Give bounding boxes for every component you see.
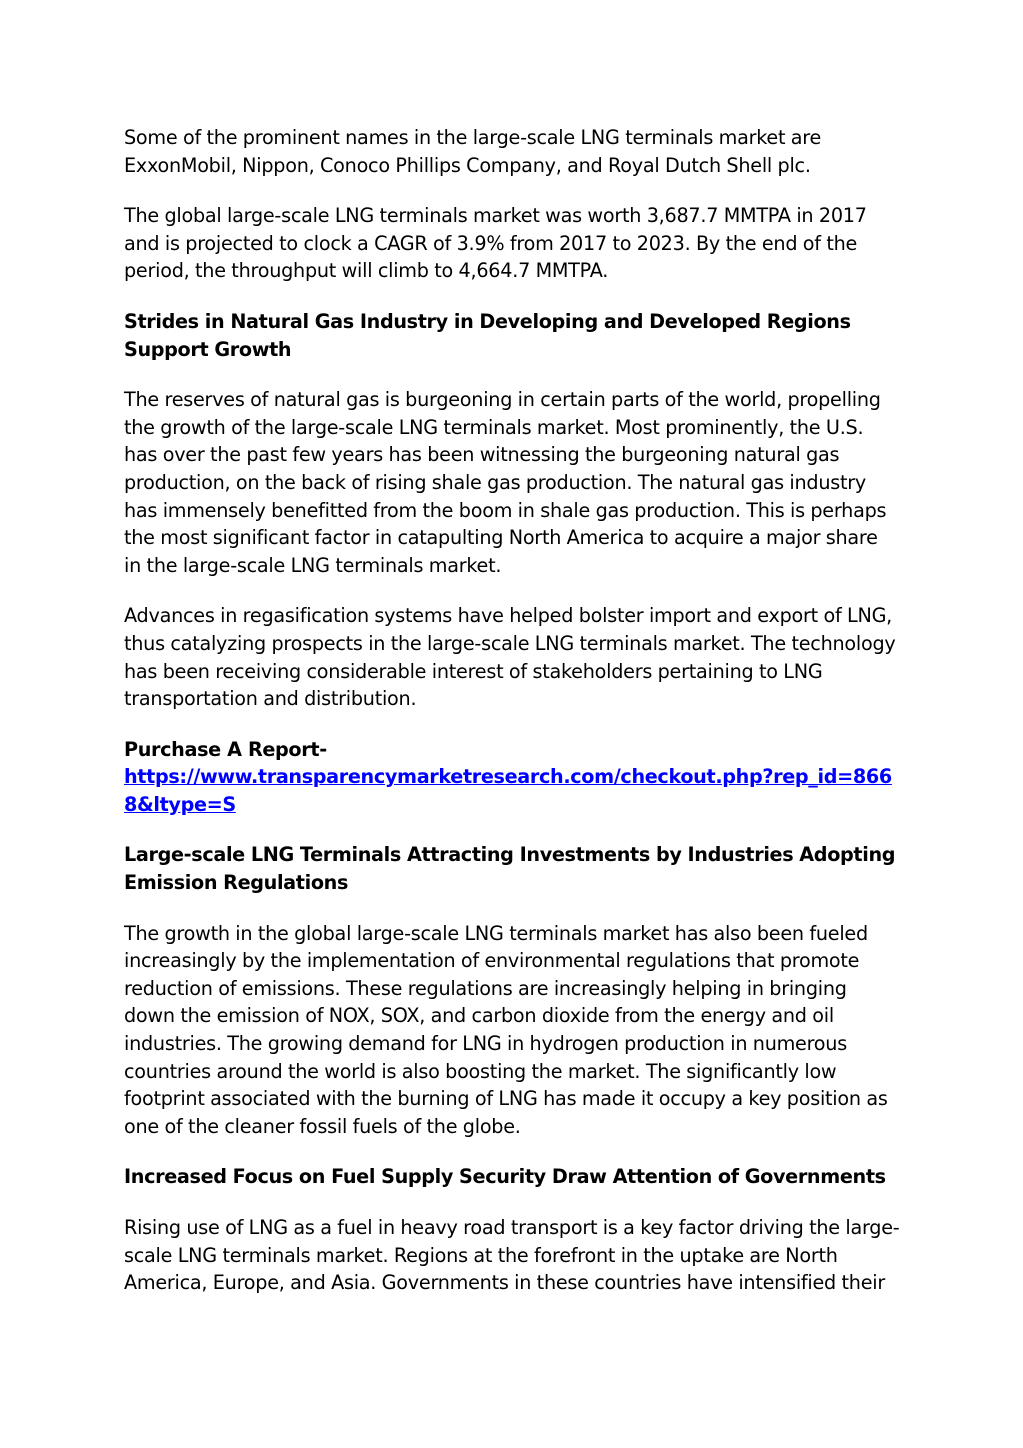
paragraph-environmental-regulations: The growth in the global large-scale LNG terminals market has also been fueled increasingly by the implementation of environmental regulations that promote reduction of emissions. These regulations are increasingly helping in bringing down the emission of NOX, SOX, and carbon dioxide from the energy and oil industries. The growing demand for LNG in hydrogen production in numerous countries around the world is also boosting the market. The significantly low footprint associated with the burning of LNG has made it occupy a key position as one of the cleaner fossil fuels of the globe. [124, 921, 888, 1138]
purchase-block [124, 736, 900, 819]
paragraph-natural-gas-reserves: The reserves of natural gas is burgeoning in certain parts of the world, propelling the growth of the large-scale LNG terminals market. Most prominently, the U.S. has over the past few years has been witnessing the burgeoning natural gas production, on the back of rising shale gas production. The natural gas industry has immensely benefitted from the boom in shale gas production. This is perhaps the most significant factor in catapulting North America to acquire a major share in the large-scale LNG terminals market. [124, 388, 887, 577]
heading-investments-emission: Large-scale LNG Terminals Attracting Investments by Industries Adopting Emission Regulations [124, 843, 896, 895]
purchase-link[interactable]: https://www.transparencymarketresearch.com/checkout.php?rep_id=8668&ltype=S [124, 765, 892, 816]
purchase-label: Purchase A Report- [124, 737, 327, 761]
heading-natural-gas-strides: Strides in Natural Gas Industry in Developing and Developed Regions Support Growth [124, 309, 851, 361]
paragraph-key-players: Some of the prominent names in the large-scale LNG terminals market are ExxonMobil, Nippon, Conoco Phillips Company, and Royal Dutch Shell plc. [124, 126, 822, 177]
paragraph-road-transport: Rising use of LNG as a fuel in heavy road transport is a key factor driving the large-scale LNG terminals market. Regions at the forefront in the uptake are North America, Europe, and Asia. Governments in these countries have intensified their [124, 1216, 900, 1295]
heading-fuel-supply-security: Increased Focus on Fuel Supply Security Draw Attention of Governments [124, 1165, 886, 1189]
paragraph-regasification: Advances in regasification systems have helped bolster import and export of LNG, thus catalyzing prospects in the large-scale LNG terminals market. The technology has been receiving considerable interest of stakeholders pertaining to LNG transportation and distribution. [124, 604, 896, 711]
document-page [124, 124, 900, 1320]
paragraph-market-value: The global large-scale LNG terminals market was worth 3,687.7 MMTPA in 2017 and is projected to clock a CAGR of 3.9% from 2017 to 2023. By the end of the period, the throughput will climb to 4,664.7 MMTPA. [124, 204, 867, 283]
